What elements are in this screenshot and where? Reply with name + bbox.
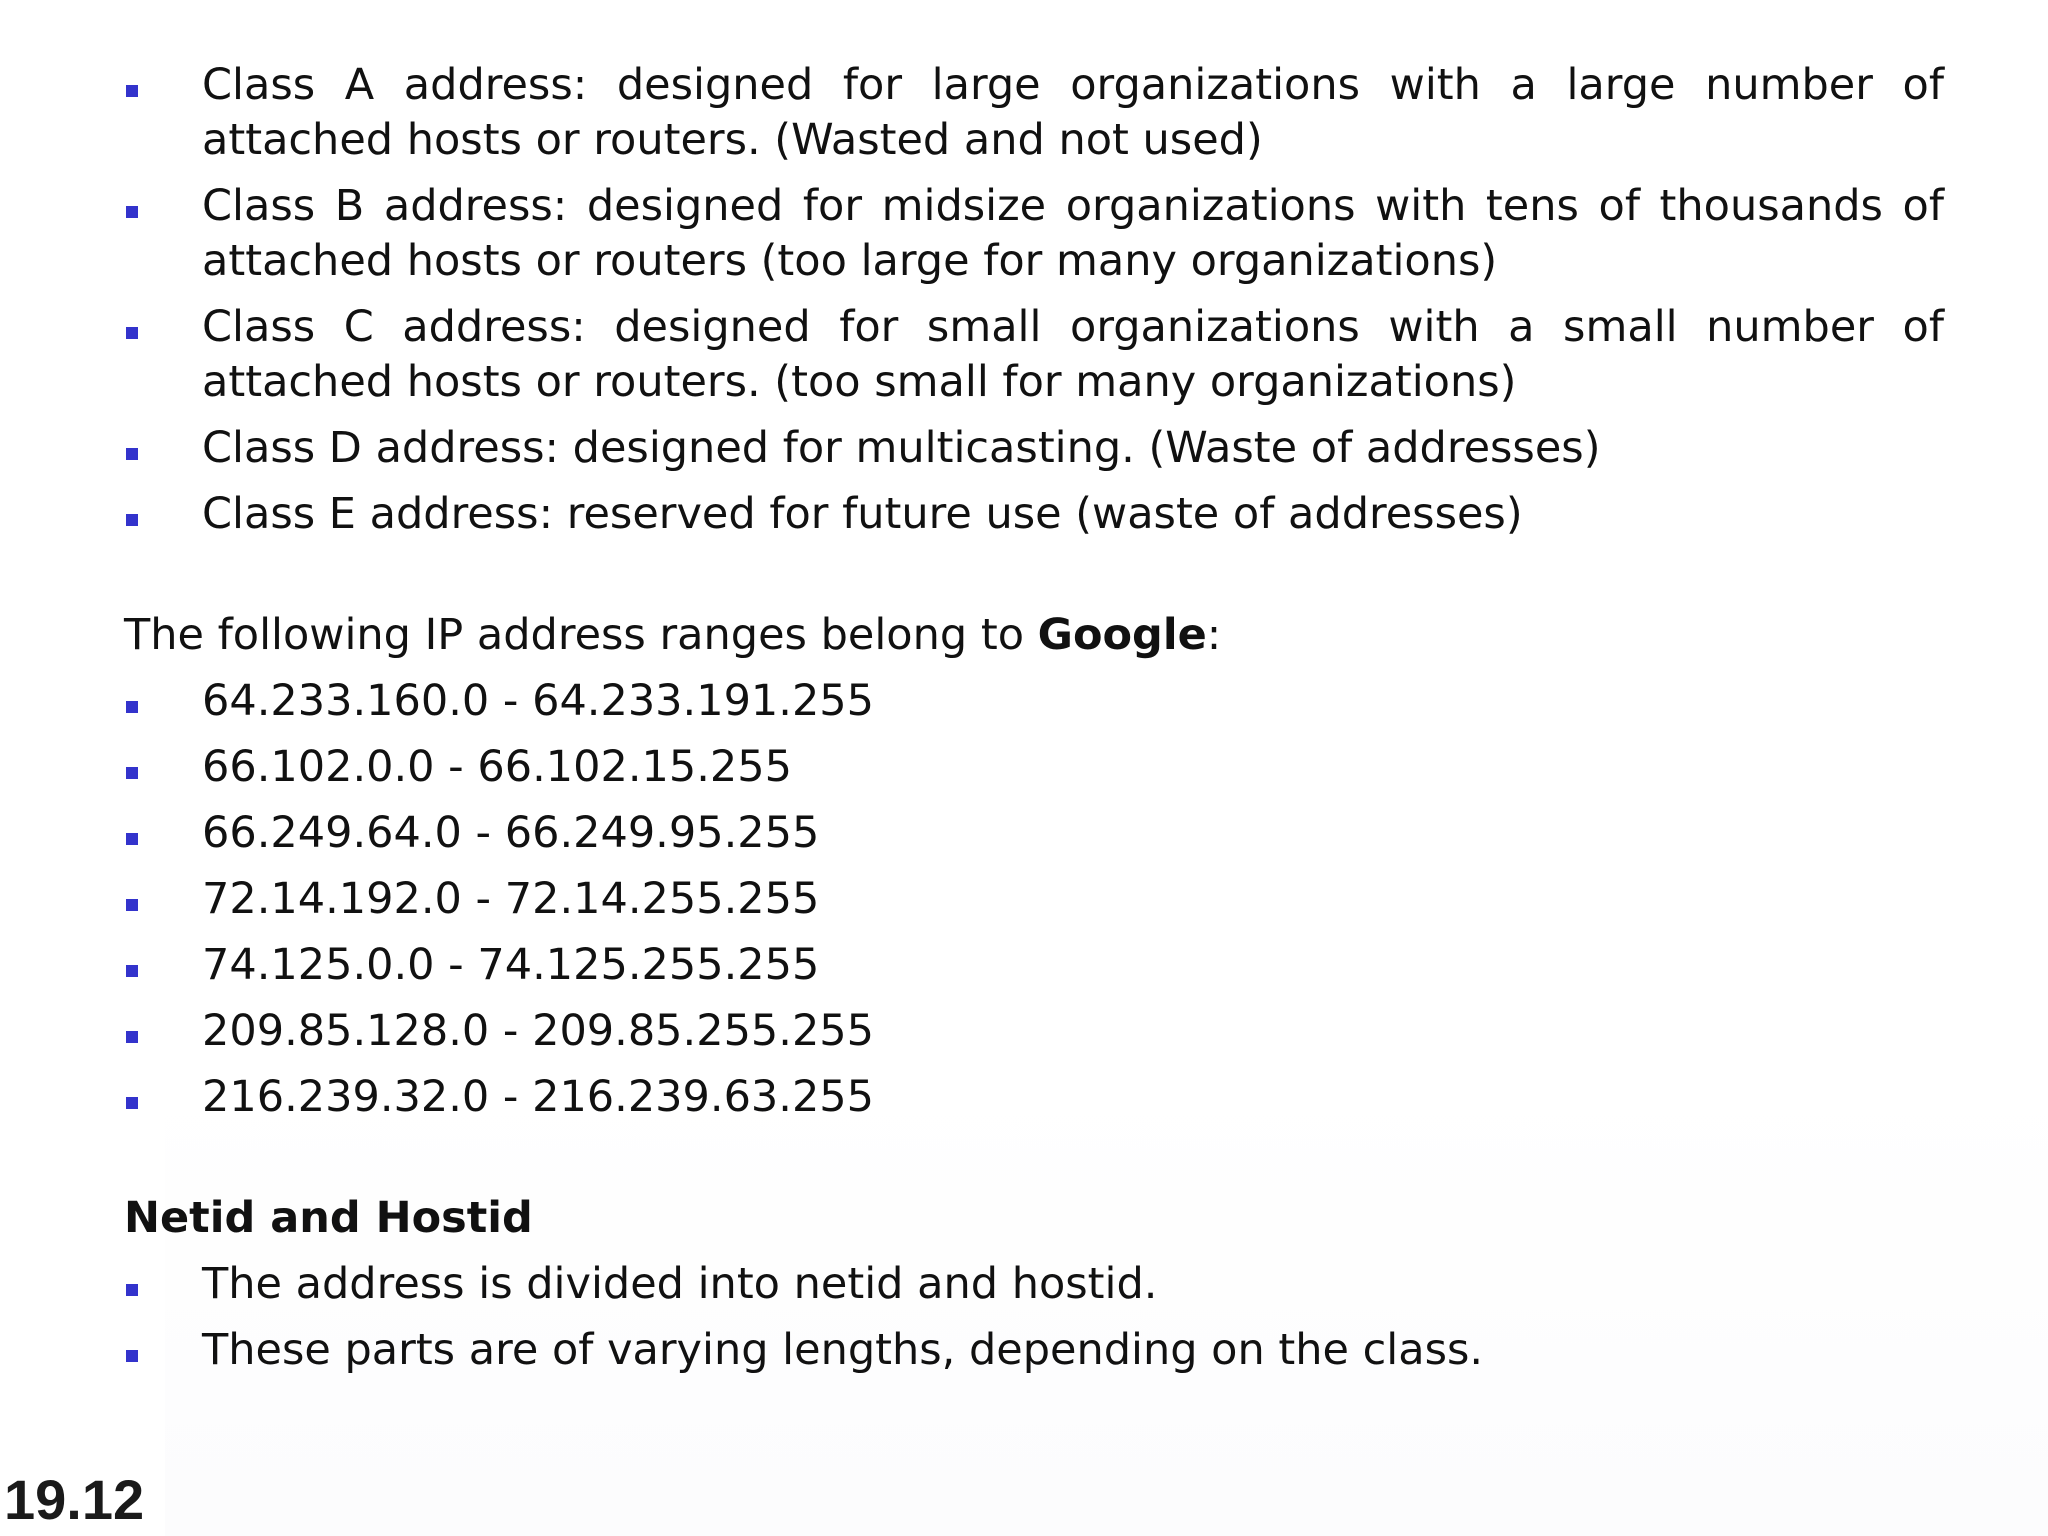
square-bullet-icon	[126, 833, 138, 845]
list-item-range	[124, 740, 1944, 795]
square-bullet-icon	[126, 1284, 138, 1296]
range-text: 66.102.0.0 - 66.102.15.255	[202, 742, 792, 792]
list-item-range	[124, 1070, 1944, 1125]
list-item-text: These parts are of varying lengths, depending on the class.	[202, 1325, 1484, 1375]
list-item-text: Class D address: designed for multicasting. (Waste of addresses)	[202, 423, 1601, 473]
google-range-list	[124, 674, 1944, 1125]
list-item-class-b	[124, 179, 1944, 289]
list-item-class-d	[124, 421, 1944, 476]
range-text: 64.233.160.0 - 64.233.191.255	[202, 676, 875, 726]
list-item-range	[124, 872, 1944, 927]
square-bullet-icon	[126, 767, 138, 779]
google-intro-suffix: :	[1206, 610, 1222, 660]
section-heading-netid-hostid: Netid and Hostid	[124, 1193, 533, 1243]
list-item-class-e	[124, 487, 1944, 542]
square-bullet-icon	[126, 701, 138, 713]
google-intro	[124, 608, 1944, 663]
square-bullet-icon	[126, 85, 138, 97]
spacer	[124, 1136, 1944, 1191]
square-bullet-icon	[126, 1097, 138, 1109]
range-text: 74.125.0.0 - 74.125.255.255	[202, 940, 820, 990]
list-item-netid	[124, 1257, 1944, 1312]
range-text: 216.239.32.0 - 216.239.63.255	[202, 1072, 875, 1122]
list-item-range	[124, 674, 1944, 729]
google-intro-company: Google	[1037, 610, 1207, 660]
square-bullet-icon	[126, 448, 138, 460]
netid-list	[124, 1257, 1944, 1378]
address-class-list	[124, 58, 1944, 542]
list-item-text: The address is divided into netid and hostid.	[202, 1259, 1158, 1309]
square-bullet-icon	[126, 965, 138, 977]
square-bullet-icon	[126, 327, 138, 339]
google-intro-prefix: The following IP address ranges belong to	[124, 610, 1038, 660]
square-bullet-icon	[126, 1031, 138, 1043]
list-item-range	[124, 806, 1944, 861]
range-text: 209.85.128.0 - 209.85.255.255	[202, 1006, 875, 1056]
slide-content	[124, 58, 1944, 1389]
list-item-range	[124, 938, 1944, 993]
range-text: 66.249.64.0 - 66.249.95.255	[202, 808, 820, 858]
slide-page-number: 19.12	[4, 1468, 145, 1531]
square-bullet-icon	[126, 206, 138, 218]
list-item-class-c	[124, 300, 1944, 410]
list-item-class-a	[124, 58, 1944, 168]
list-item-text: Class A address: designed for large organizations with a large number of attached hosts or routers. (Wasted and not used)	[202, 60, 1944, 165]
range-text: 72.14.192.0 - 72.14.255.255	[202, 874, 820, 924]
list-item-range	[124, 1004, 1944, 1059]
spacer	[124, 553, 1944, 608]
square-bullet-icon	[126, 514, 138, 526]
list-item-netid	[124, 1323, 1944, 1378]
list-item-text: Class B address: designed for midsize organizations with tens of thousands of attached hosts or routers (too large for many organizations)	[202, 181, 1944, 286]
square-bullet-icon	[126, 1350, 138, 1362]
list-item-text: Class E address: reserved for future use (waste of addresses)	[202, 489, 1523, 539]
list-item-text: Class C address: designed for small organizations with a small number of attached hosts or routers. (too small for many organizations)	[202, 302, 1944, 407]
square-bullet-icon	[126, 899, 138, 911]
